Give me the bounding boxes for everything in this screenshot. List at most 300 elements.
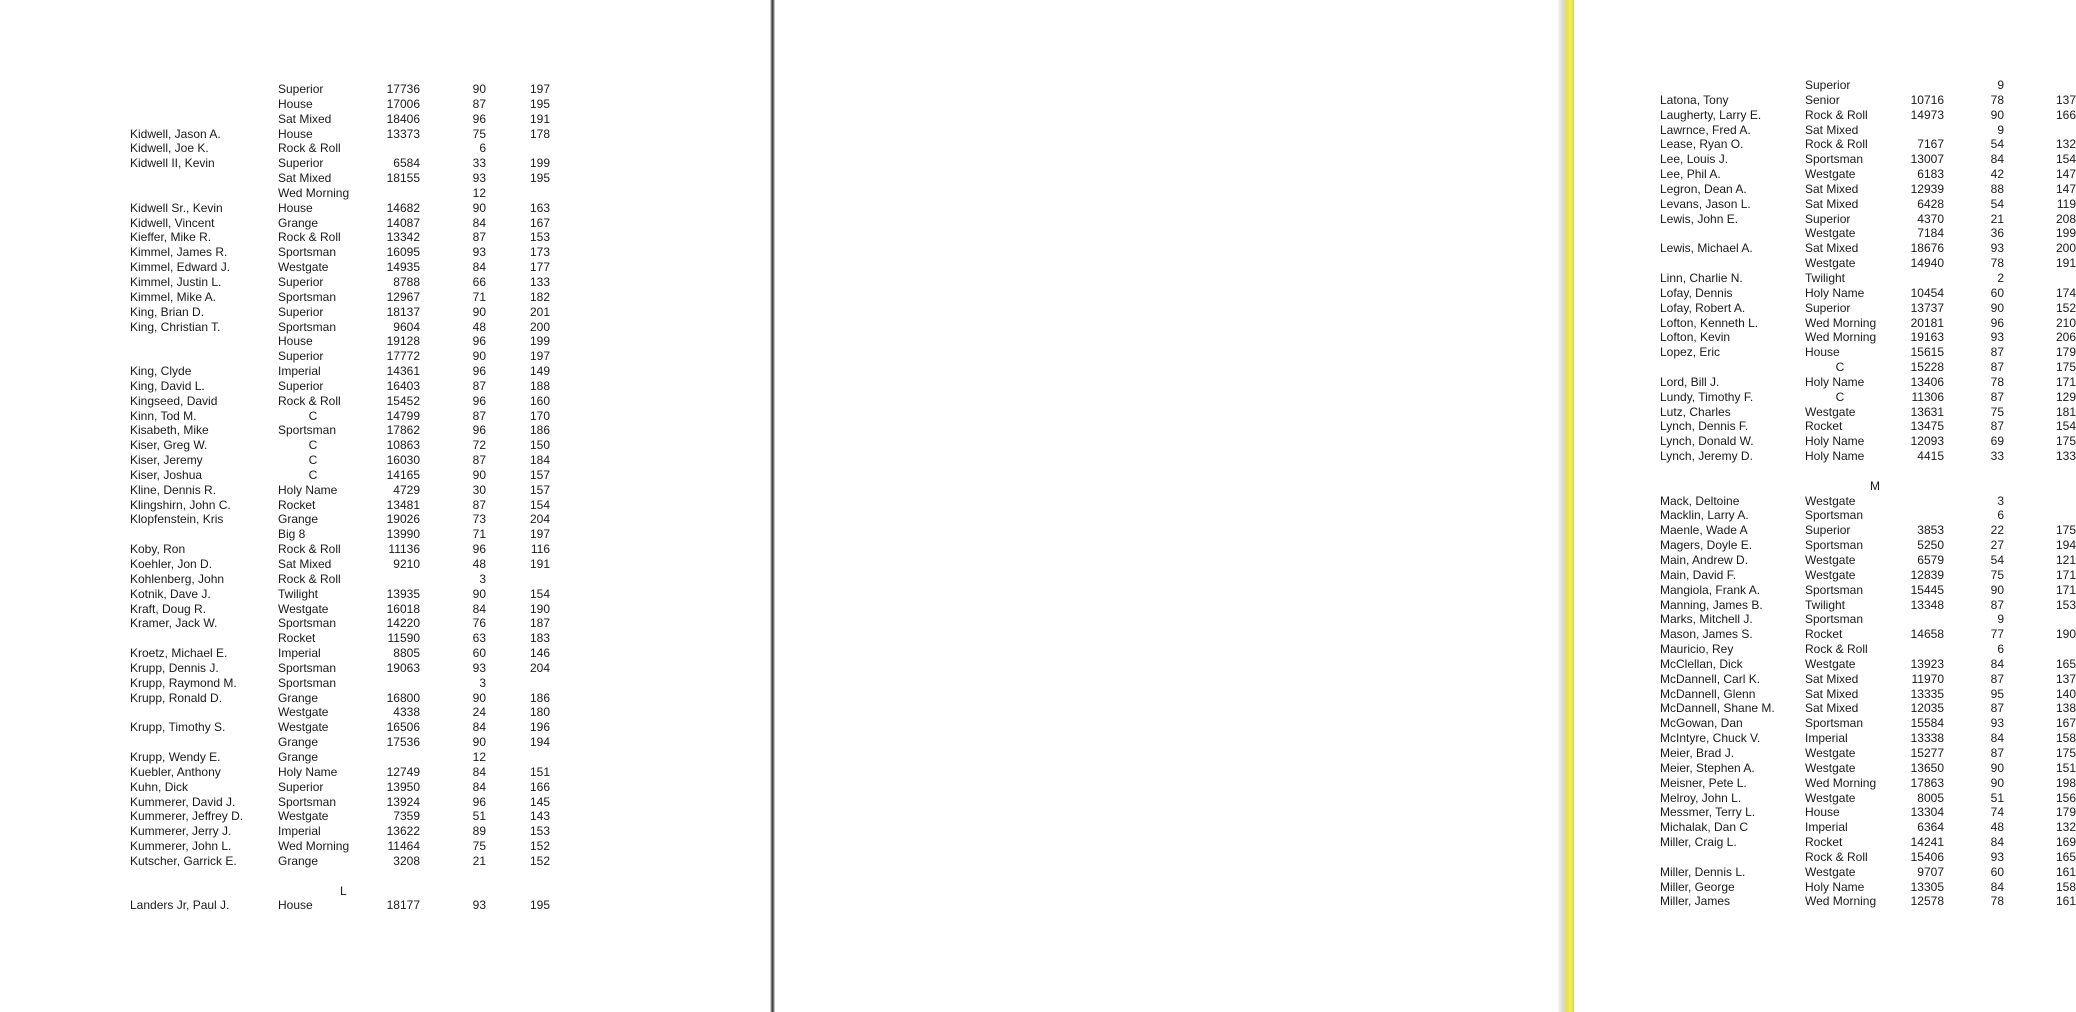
total-pins: 6579 bbox=[1917, 553, 1944, 567]
total-pins: 9604 bbox=[393, 319, 420, 334]
average-score: 152 bbox=[529, 839, 550, 854]
games-count: 75 bbox=[472, 126, 486, 141]
league-name: Westgate bbox=[1805, 226, 1856, 241]
games-count: 87 bbox=[1990, 389, 2004, 404]
league-name: Sat Mixed bbox=[1805, 671, 1859, 686]
total-pins: 15406 bbox=[1910, 849, 1944, 864]
league-name: Sportsman bbox=[1805, 716, 1864, 731]
games-count: 75 bbox=[472, 839, 486, 854]
average-score: 200 bbox=[2055, 241, 2076, 256]
games-count: 84 bbox=[1990, 879, 2004, 894]
average-score: 177 bbox=[529, 260, 550, 275]
average-score: 208 bbox=[2055, 211, 2076, 226]
games-count: 22 bbox=[1990, 523, 2004, 538]
bowler-name: Meier, Brad J. bbox=[1660, 745, 1735, 760]
bowler-name: Kidwell II, Kevin bbox=[130, 156, 215, 171]
total-pins: 14935 bbox=[386, 260, 420, 275]
average-score: 151 bbox=[529, 764, 550, 779]
total-pins: 19128 bbox=[386, 334, 420, 349]
league-name: Westgate bbox=[1805, 656, 1856, 671]
bowler-name: Krupp, Dennis J. bbox=[130, 660, 219, 675]
league-name: House bbox=[278, 200, 313, 215]
bowler-name: Legron, Dean A. bbox=[1660, 181, 1747, 196]
total-pins: 15452 bbox=[386, 393, 420, 408]
games-count: 90 bbox=[472, 349, 486, 364]
league-name: Rock & Roll bbox=[278, 571, 341, 586]
total-pins: 11306 bbox=[1911, 389, 1944, 404]
games-count: 84 bbox=[472, 601, 486, 616]
games-count: 12 bbox=[472, 749, 486, 764]
total-pins: 17772 bbox=[386, 349, 420, 364]
bowler-name: Lofton, Kevin bbox=[1660, 330, 1731, 345]
games-count: 87 bbox=[472, 497, 486, 512]
total-pins: 18676 bbox=[1910, 241, 1944, 256]
league-name: Sat Mixed bbox=[1805, 701, 1859, 716]
total-pins: 3208 bbox=[393, 853, 420, 868]
total-pins: 18137 bbox=[386, 304, 420, 319]
average-score: 174 bbox=[2055, 285, 2076, 300]
bowler-name: Manning, James B. bbox=[1660, 597, 1763, 612]
bowler-name: Kummerer, Jerry J. bbox=[130, 824, 232, 839]
average-score: 175 bbox=[2055, 434, 2076, 449]
bowler-name: Lease, Ryan O. bbox=[1660, 137, 1744, 152]
total-pins: 7184 bbox=[1917, 226, 1944, 241]
average-score: 137 bbox=[2055, 92, 2076, 107]
average-score: 184 bbox=[529, 453, 550, 468]
games-count: 90 bbox=[1990, 107, 2004, 122]
league-name: Sat Mixed bbox=[1805, 122, 1859, 137]
games-count: 6 bbox=[1997, 508, 2004, 523]
total-pins: 12578 bbox=[1910, 894, 1944, 909]
league-name: House bbox=[278, 126, 313, 141]
total-pins: 13924 bbox=[386, 794, 420, 809]
league-name: Rocket bbox=[1805, 627, 1843, 642]
total-pins: 14361 bbox=[386, 364, 420, 379]
league-name: Holy Name bbox=[1805, 449, 1865, 464]
average-score: 179 bbox=[2055, 345, 2076, 360]
bowler-name: Klingshirn, John C. bbox=[130, 497, 231, 512]
games-count: 60 bbox=[1990, 864, 2004, 879]
average-score: 173 bbox=[529, 245, 550, 260]
league-name: Westgate bbox=[278, 705, 329, 720]
games-count: 90 bbox=[472, 735, 486, 750]
total-pins: 16018 bbox=[386, 601, 420, 616]
league-name: Westgate bbox=[278, 720, 329, 735]
average-score: 156 bbox=[2055, 790, 2076, 805]
games-count: 54 bbox=[1990, 553, 2004, 567]
games-count: 84 bbox=[472, 764, 486, 779]
total-pins: 12839 bbox=[1910, 567, 1944, 582]
league-name: House bbox=[1805, 805, 1840, 820]
games-count: 93 bbox=[1990, 849, 2004, 864]
league-name: C bbox=[308, 467, 318, 482]
bowler-name: Krupp, Raymond M. bbox=[130, 675, 237, 690]
league-name: Holy Name bbox=[278, 764, 338, 779]
league-name: Superior bbox=[278, 82, 324, 96]
league-name: Westgate bbox=[1805, 404, 1856, 419]
total-pins: 12035 bbox=[1910, 701, 1944, 716]
average-score: 204 bbox=[529, 660, 550, 675]
games-count: 90 bbox=[472, 467, 486, 482]
league-name: House bbox=[278, 898, 313, 913]
games-count: 84 bbox=[472, 720, 486, 735]
average-score: 165 bbox=[2055, 656, 2076, 671]
games-count: 90 bbox=[1990, 582, 2004, 597]
bowler-name: Kingseed, David bbox=[130, 393, 218, 408]
bowler-name: Landers Jr, Paul J. bbox=[130, 898, 230, 913]
league-name: Rocket bbox=[278, 631, 316, 646]
games-count: 96 bbox=[472, 423, 486, 438]
average-score: 138 bbox=[2055, 701, 2076, 716]
games-count: 93 bbox=[472, 171, 486, 186]
average-score: 181 bbox=[2055, 404, 2076, 419]
bowler-name: Marks, Mitchell J. bbox=[1660, 612, 1753, 627]
league-name: Sportsman bbox=[278, 794, 337, 809]
games-count: 33 bbox=[1990, 449, 2004, 464]
bowler-name: Michalak, Dan C bbox=[1660, 820, 1749, 835]
games-count: 93 bbox=[472, 245, 486, 260]
average-score: 195 bbox=[529, 171, 550, 186]
bowler-name: Kuebler, Anthony bbox=[130, 764, 221, 779]
total-pins: 14658 bbox=[1910, 627, 1944, 642]
average-score: 153 bbox=[529, 230, 550, 245]
league-name: C bbox=[308, 453, 318, 468]
league-name: Wed Morning bbox=[1805, 894, 1877, 909]
bowler-name: Lord, Bill J. bbox=[1660, 374, 1720, 389]
bowler-name: Levans, Jason L. bbox=[1660, 196, 1751, 211]
games-count: 90 bbox=[472, 690, 486, 705]
total-pins: 13342 bbox=[386, 230, 420, 245]
average-score: 199 bbox=[2055, 226, 2076, 241]
bowler-name: Miller, Dennis L. bbox=[1660, 864, 1746, 879]
games-count: 87 bbox=[1990, 345, 2004, 360]
average-score: 187 bbox=[529, 616, 550, 631]
bowler-name: Miller, James bbox=[1660, 894, 1731, 909]
games-count: 87 bbox=[1990, 597, 2004, 612]
league-name: Sat Mixed bbox=[1805, 196, 1859, 211]
average-score: 147 bbox=[2055, 167, 2076, 182]
average-score: 116 bbox=[530, 542, 550, 557]
games-count: 72 bbox=[472, 438, 486, 453]
average-score: 149 bbox=[529, 364, 550, 379]
total-pins: 9210 bbox=[393, 557, 420, 571]
games-count: 51 bbox=[1990, 790, 2004, 805]
total-pins: 6183 bbox=[1917, 167, 1944, 182]
average-score: 188 bbox=[529, 378, 550, 393]
total-pins: 14220 bbox=[386, 616, 420, 631]
league-name: Sportsman bbox=[1805, 538, 1864, 553]
games-count: 96 bbox=[1990, 315, 2004, 330]
games-count: 84 bbox=[1990, 835, 2004, 850]
league-name: Rock & Roll bbox=[278, 141, 341, 156]
games-count: 87 bbox=[1990, 745, 2004, 760]
league-name: Wed Morning bbox=[1805, 315, 1877, 330]
league-name: Sportsman bbox=[278, 423, 337, 438]
bowler-name: Krupp, Wendy E. bbox=[130, 749, 221, 764]
total-pins: 11136 bbox=[388, 542, 420, 557]
games-count: 90 bbox=[472, 82, 486, 96]
league-name: Wed Morning bbox=[278, 185, 350, 200]
average-score: 198 bbox=[2055, 775, 2076, 790]
games-count: 90 bbox=[1990, 775, 2004, 790]
average-score: 160 bbox=[529, 393, 550, 408]
bowler-name: Koby, Ron bbox=[130, 542, 186, 557]
total-pins: 19026 bbox=[386, 512, 420, 527]
bowler-name: Kimmel, Mike A. bbox=[130, 289, 217, 304]
bowler-name: Kidwell, Vincent bbox=[130, 215, 215, 230]
games-count: 51 bbox=[472, 809, 486, 824]
league-name: Wed Morning bbox=[1805, 330, 1877, 345]
league-name: Westgate bbox=[1805, 553, 1856, 567]
average-score: 161 bbox=[2055, 894, 2076, 909]
average-score: 167 bbox=[2055, 716, 2076, 731]
average-score: 150 bbox=[529, 438, 550, 453]
league-name: Superior bbox=[278, 378, 324, 393]
league-name: Rock & Roll bbox=[278, 230, 341, 245]
average-score: 186 bbox=[529, 423, 550, 438]
average-score: 204 bbox=[529, 512, 550, 527]
games-count: 24 bbox=[472, 705, 486, 720]
total-pins: 19163 bbox=[1910, 330, 1944, 345]
total-pins: 8805 bbox=[393, 646, 420, 661]
total-pins: 16800 bbox=[386, 690, 420, 705]
league-name: Wed Morning bbox=[278, 839, 350, 854]
average-score: 158 bbox=[2055, 731, 2076, 746]
bowler-name: Klopfenstein, Kris bbox=[130, 512, 224, 527]
bowler-name: King, David L. bbox=[130, 378, 205, 393]
total-pins: 13631 bbox=[1910, 404, 1944, 419]
bowler-name: Kidwell, Joe K. bbox=[130, 141, 209, 156]
league-name: Rock & Roll bbox=[1805, 849, 1868, 864]
total-pins: 13406 bbox=[1910, 374, 1944, 389]
average-score: 166 bbox=[529, 779, 550, 794]
games-count: 87 bbox=[472, 408, 486, 423]
average-score: 121 bbox=[2055, 553, 2076, 567]
bowler-name: Kiser, Jeremy bbox=[130, 453, 203, 468]
total-pins: 7167 bbox=[1917, 137, 1944, 152]
games-count: 27 bbox=[1990, 538, 2004, 553]
games-count: 54 bbox=[1990, 196, 2004, 211]
games-count: 84 bbox=[472, 215, 486, 230]
bowler-name: Main, Andrew D. bbox=[1660, 553, 1749, 567]
league-name: Rocket bbox=[1805, 419, 1843, 434]
bowler-name: Kummerer, David J. bbox=[130, 794, 236, 809]
average-score: 157 bbox=[529, 467, 550, 482]
games-count: 30 bbox=[472, 482, 486, 497]
total-pins: 13338 bbox=[1910, 731, 1944, 746]
total-pins: 18406 bbox=[386, 111, 420, 126]
bowler-name: Lopez, Eric bbox=[1660, 345, 1721, 360]
league-name: Westgate bbox=[1805, 790, 1856, 805]
games-count: 90 bbox=[472, 586, 486, 601]
games-count: 89 bbox=[472, 824, 486, 839]
total-pins: 18155 bbox=[386, 171, 420, 186]
games-count: 33 bbox=[472, 156, 486, 171]
bowler-name: Magers, Doyle E. bbox=[1660, 538, 1753, 553]
total-pins: 13475 bbox=[1910, 419, 1944, 434]
bowler-name: Kotnik, Dave J. bbox=[130, 586, 211, 601]
total-pins: 16506 bbox=[386, 720, 420, 735]
bowler-name: Lundy, Timothy F. bbox=[1660, 389, 1754, 404]
page-edge bbox=[1558, 0, 1574, 1012]
total-pins: 18177 bbox=[386, 898, 420, 913]
average-score: 197 bbox=[529, 349, 550, 364]
average-score: 132 bbox=[2055, 820, 2076, 835]
total-pins: 11970 bbox=[1911, 671, 1944, 686]
average-score: 182 bbox=[529, 289, 550, 304]
total-pins: 14682 bbox=[386, 200, 420, 215]
games-count: 74 bbox=[1990, 805, 2004, 820]
games-count: 87 bbox=[1990, 360, 2004, 375]
league-name: Sportsman bbox=[278, 675, 337, 690]
league-name: Westgate bbox=[1805, 567, 1856, 582]
bowler-name: Melroy, John L. bbox=[1660, 790, 1742, 805]
average-score: 197 bbox=[529, 82, 550, 96]
league-name: C bbox=[308, 408, 318, 423]
league-name: Holy Name bbox=[1805, 879, 1865, 894]
games-count: 87 bbox=[1990, 671, 2004, 686]
bowler-name: McDannell, Glenn bbox=[1660, 686, 1756, 701]
bowler-name: Lewis, John E. bbox=[1660, 211, 1739, 226]
bowler-name: McIntyre, Chuck V. bbox=[1660, 731, 1761, 746]
average-score: 161 bbox=[2055, 864, 2076, 879]
total-pins: 12749 bbox=[386, 764, 420, 779]
league-name: Sat Mixed bbox=[1805, 181, 1859, 196]
average-score: 137 bbox=[2055, 671, 2076, 686]
league-name: C bbox=[1835, 360, 1845, 375]
average-score: 170 bbox=[529, 408, 550, 423]
average-score: 152 bbox=[2055, 300, 2076, 315]
bowler-name: Kohlenberg, John bbox=[130, 571, 225, 586]
league-name: Superior bbox=[1805, 211, 1851, 226]
league-name: Grange bbox=[278, 512, 319, 527]
average-score: 167 bbox=[529, 215, 550, 230]
games-count: 60 bbox=[1990, 285, 2004, 300]
bowler-name: Kuhn, Dick bbox=[130, 779, 189, 794]
games-count: 87 bbox=[1990, 419, 2004, 434]
league-name: Senior bbox=[1805, 92, 1840, 107]
total-pins: 6428 bbox=[1917, 196, 1944, 211]
total-pins: 20181 bbox=[1910, 315, 1944, 330]
league-name: Sat Mixed bbox=[1805, 241, 1859, 256]
average-score: 199 bbox=[529, 334, 550, 349]
league-name: Rock & Roll bbox=[1805, 642, 1868, 657]
games-count: 78 bbox=[1990, 92, 2004, 107]
league-name: Imperial bbox=[278, 646, 321, 661]
bowler-name: Macklin, Larry A. bbox=[1660, 508, 1749, 523]
bowler-name: Lofay, Robert A. bbox=[1660, 300, 1746, 315]
games-count: 76 bbox=[472, 616, 486, 631]
average-score: 151 bbox=[2055, 760, 2076, 775]
league-name: C bbox=[1835, 389, 1845, 404]
bowler-name: Kimmel, Edward J. bbox=[130, 260, 231, 275]
games-count: 75 bbox=[1990, 567, 2004, 582]
total-pins: 4729 bbox=[393, 482, 420, 497]
average-score: 191 bbox=[2055, 256, 2076, 271]
league-name: House bbox=[278, 334, 313, 349]
games-count: 48 bbox=[472, 557, 486, 571]
bowler-name: Lynch, Dennis F. bbox=[1660, 419, 1749, 434]
league-name: Westgate bbox=[1805, 864, 1856, 879]
total-pins: 13373 bbox=[386, 126, 420, 141]
bowler-name: Lynch, Jeremy D. bbox=[1660, 449, 1753, 464]
games-count: 96 bbox=[472, 364, 486, 379]
bowler-name: Mangiola, Frank A. bbox=[1660, 582, 1761, 597]
total-pins: 13481 bbox=[386, 497, 420, 512]
league-name: Grange bbox=[278, 735, 319, 750]
league-name: Sportsman bbox=[1805, 152, 1864, 167]
total-pins: 11464 bbox=[387, 839, 420, 854]
total-pins: 17736 bbox=[386, 82, 420, 96]
total-pins: 4415 bbox=[1917, 449, 1944, 464]
total-pins: 13935 bbox=[386, 586, 420, 601]
league-name: Rock & Roll bbox=[1805, 107, 1868, 122]
games-count: 9 bbox=[1997, 122, 2004, 137]
average-score: 186 bbox=[529, 690, 550, 705]
total-pins: 15445 bbox=[1910, 582, 1944, 597]
bowler-name: Lofton, Kenneth L. bbox=[1660, 315, 1759, 330]
games-count: 87 bbox=[472, 230, 486, 245]
games-count: 2 bbox=[1997, 270, 2004, 285]
league-name: Sat Mixed bbox=[1805, 686, 1859, 701]
games-count: 95 bbox=[1990, 686, 2004, 701]
bowler-name: Linn, Charlie N. bbox=[1660, 270, 1743, 285]
games-count: 84 bbox=[1990, 152, 2004, 167]
total-pins: 8005 bbox=[1917, 790, 1944, 805]
average-score: 175 bbox=[2055, 523, 2076, 538]
average-score: 200 bbox=[529, 319, 550, 334]
league-name: Sportsman bbox=[278, 319, 337, 334]
total-pins: 14799 bbox=[386, 408, 420, 423]
games-count: 42 bbox=[1990, 167, 2004, 182]
total-pins: 3853 bbox=[1917, 523, 1944, 538]
bowler-name: Kinn, Tod M. bbox=[130, 408, 197, 423]
total-pins: 14940 bbox=[1910, 256, 1944, 271]
left-page bbox=[0, 0, 770, 1012]
average-score: 194 bbox=[529, 735, 550, 750]
games-count: 88 bbox=[1990, 181, 2004, 196]
league-name: Rock & Roll bbox=[278, 393, 341, 408]
average-score: 175 bbox=[2055, 745, 2076, 760]
total-pins: 10716 bbox=[1910, 92, 1944, 107]
league-name: Westgate bbox=[1805, 493, 1856, 508]
total-pins: 13007 bbox=[1910, 152, 1944, 167]
league-name: Superior bbox=[278, 274, 324, 289]
average-score: 183 bbox=[529, 631, 550, 646]
bowler-name: Miller, George bbox=[1660, 879, 1735, 894]
total-pins: 6584 bbox=[393, 156, 420, 171]
average-score: 154 bbox=[2055, 419, 2076, 434]
average-score: 146 bbox=[529, 646, 550, 661]
bowler-name: Kieffer, Mike R. bbox=[130, 230, 212, 245]
bowler-name: Kummerer, John L. bbox=[130, 839, 232, 854]
average-score: 175 bbox=[2055, 360, 2076, 375]
average-score: 178 bbox=[529, 126, 550, 141]
league-name: Westgate bbox=[1805, 256, 1856, 271]
bowler-name: Mason, James S. bbox=[1660, 627, 1753, 642]
total-pins: 15615 bbox=[1910, 345, 1944, 360]
bowler-name: Kiser, Greg W. bbox=[130, 438, 208, 453]
games-count: 6 bbox=[1997, 642, 2004, 657]
total-pins: 13650 bbox=[1910, 760, 1944, 775]
games-count: 54 bbox=[1990, 137, 2004, 152]
games-count: 69 bbox=[1990, 434, 2004, 449]
total-pins: 14087 bbox=[386, 215, 420, 230]
league-name: Sat Mixed bbox=[278, 557, 332, 571]
average-score: 197 bbox=[529, 527, 550, 542]
average-score: 147 bbox=[2055, 181, 2076, 196]
total-pins: 13622 bbox=[386, 824, 420, 839]
